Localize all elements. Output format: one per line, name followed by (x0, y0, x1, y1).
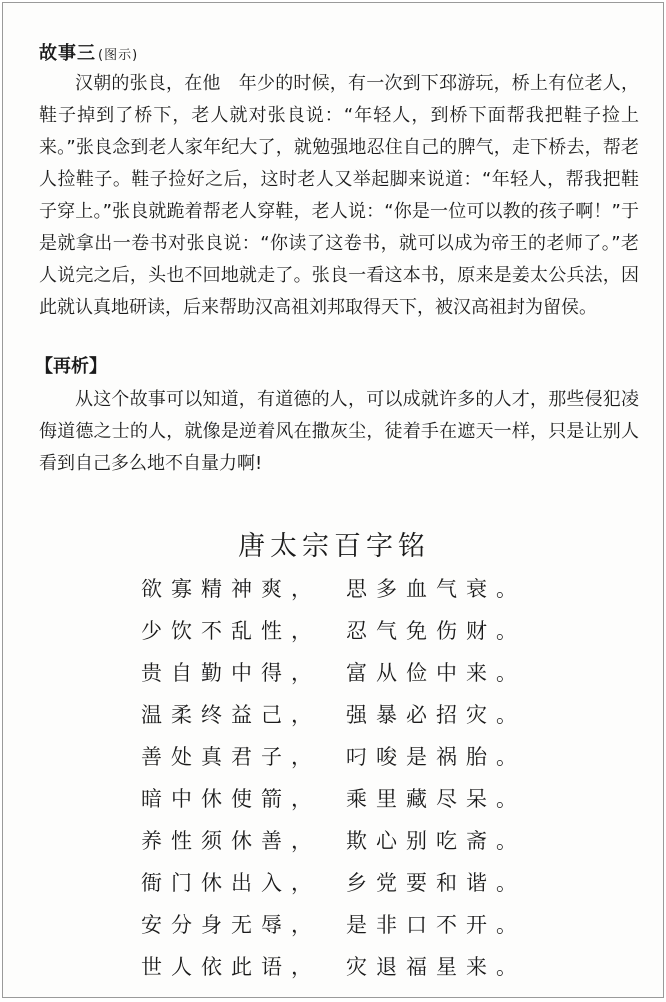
page (2, 2, 664, 998)
poem-line-first-half: 养性须休善， (141, 829, 321, 853)
story-heading (39, 39, 138, 65)
story-title-note: (图示) (98, 48, 139, 63)
poem-line-first-half: 少饮不乱性， (141, 619, 321, 643)
poem-line-second-half: 灾退福星来。 (346, 955, 526, 979)
poem-line-first-half: 暗中休使箭， (141, 787, 321, 811)
poem-line-first-half: 温柔终益己， (141, 703, 321, 727)
poem-line (141, 569, 561, 611)
poem-line-first-half: 欲寡精神爽， (141, 577, 321, 601)
poem-line (141, 863, 561, 905)
poem-line-first-half: 安分身无辱， (141, 913, 321, 937)
poem-line (141, 905, 561, 947)
poem-line (141, 947, 561, 989)
poem-line-second-half: 乡党要和谐。 (346, 871, 526, 895)
poem-line-second-half: 强暴必招灾。 (346, 703, 526, 727)
story-title: 故事三 (39, 43, 96, 64)
poem-line (141, 779, 561, 821)
analysis-paragraph: 从这个故事可以知道，有道德的人，可以成就许多的人才，那些侵犯凌侮道德之士的人，就像是逆着风在撒灰尘，徒着手在遮天一样，只是让别人看到自己多么地不自量力啊! (39, 389, 639, 474)
story-paragraph: 汉朝的张良，在他 年少的时候，有一次到下邳游玩，桥上有位老人，鞋子掉到了桥下，老人就对张良说：“年轻人，到桥下面帮我把鞋子捡上来。”张良念到老人家年纪大了，就勉强地忍住自己的脾气，走下桥去，帮老人捡鞋子。鞋子捡好之后，这时老人又举起脚来说道：“年轻人，帮我把鞋子穿上。”张良就跪着帮老人穿鞋，老人说：“你是一位可以教的孩子啊！”于是就拿出一卷书对张良说：“你读了这卷书，就可以成为帝王的老师了。”老人说完之后，头也不回地就走了。张良一看这本书，原来是姜太公兵法，因此就认真地研读，后来帮助汉高祖刘邦取得天下，被汉高祖封为留侯。 (39, 73, 639, 318)
poem-line-first-half: 衙门休出入， (141, 871, 321, 895)
poem-line-first-half: 世人依此语， (141, 955, 321, 979)
poem-line-first-half: 贵自勤中得， (141, 661, 321, 685)
poem-line-first-half: 善处真君子， (141, 745, 321, 769)
poem-line-second-half: 欺心别吃斋。 (346, 829, 526, 853)
poem-line-second-half: 叼唆是祸胎。 (346, 745, 526, 769)
poem-line (141, 821, 561, 863)
poem-line-second-half: 乘里藏尽呆。 (346, 787, 526, 811)
analysis-heading: 【再析】 (35, 356, 107, 377)
poem-line (141, 653, 561, 695)
poem-line-second-half: 是非口不开。 (346, 913, 526, 937)
poem-line (141, 737, 561, 779)
poem-line-second-half: 忍气免伤财。 (346, 619, 526, 643)
poem-line (141, 611, 561, 653)
poem-line-second-half: 思多血气衰。 (346, 577, 526, 601)
poem (141, 569, 561, 989)
poem-line-second-half: 富从俭中来。 (346, 661, 526, 685)
poem-title: 唐太宗百字铭 (238, 531, 430, 562)
poem-line (141, 695, 561, 737)
